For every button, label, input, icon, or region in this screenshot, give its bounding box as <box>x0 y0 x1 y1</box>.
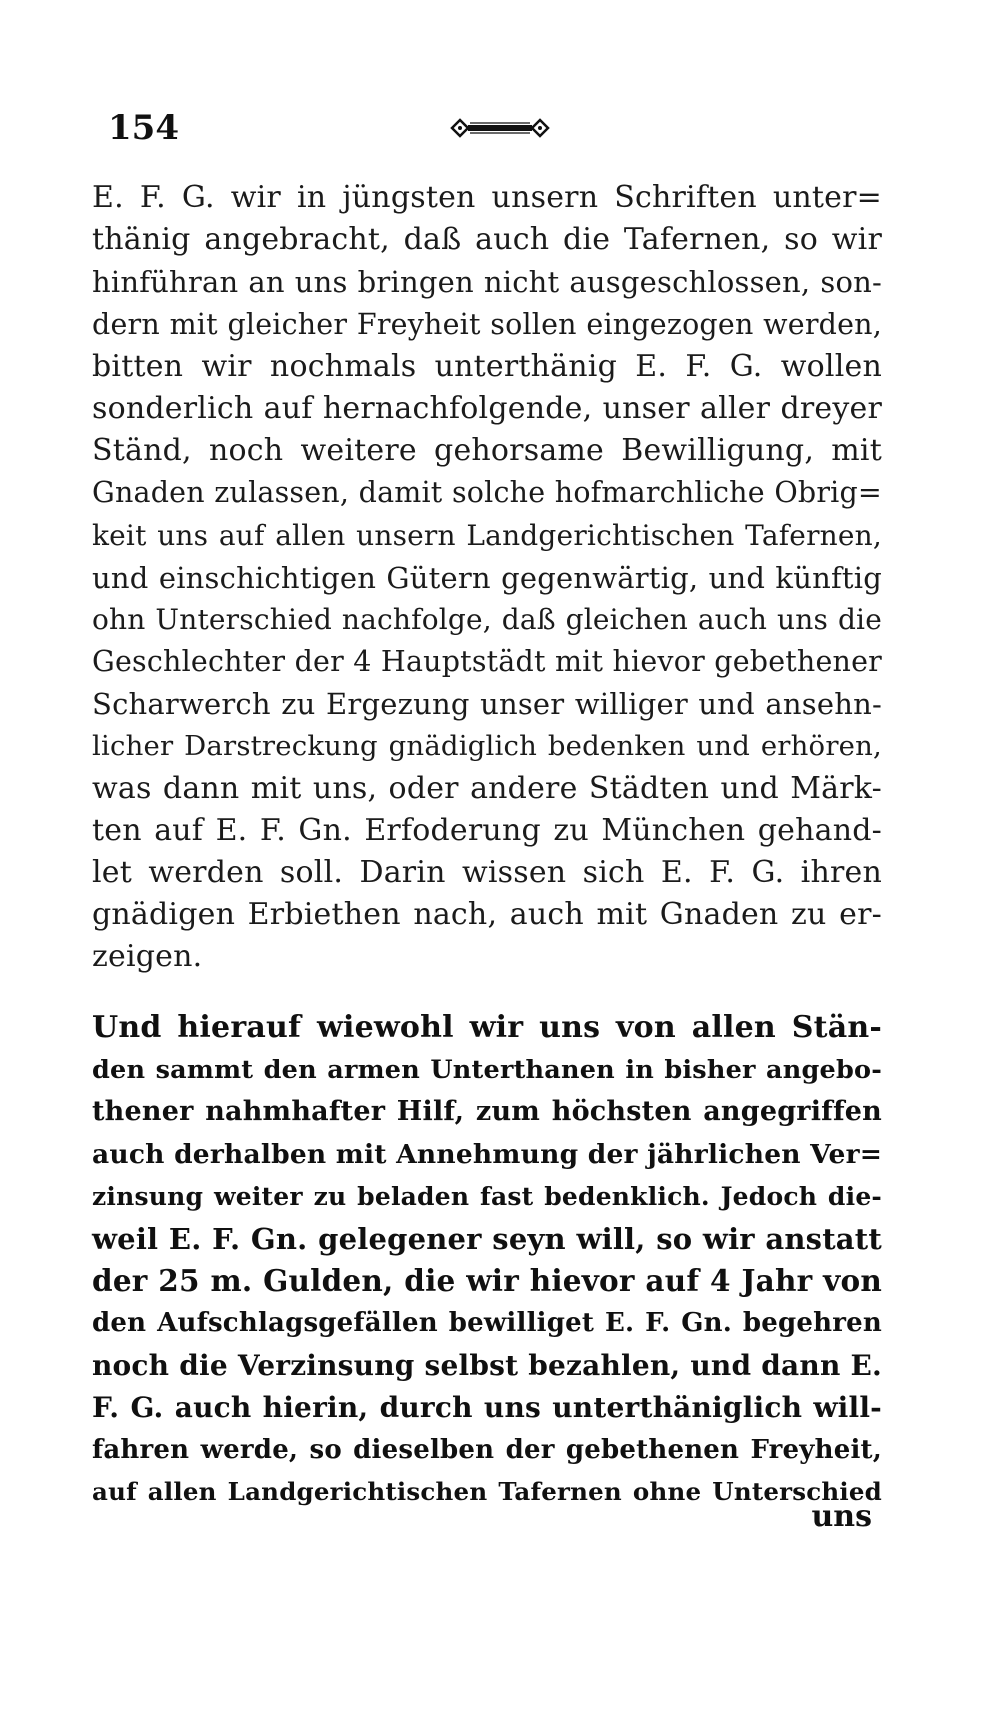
text-line: den sammt den armen Unterthanen in bisher angebo- <box>92 1055 882 1086</box>
text-line: Gnaden zulassen, damit solche hofmarchliche Obrig= <box>92 476 882 510</box>
text-line: dern mit gleicher Freyheit sollen eingezogen werden, <box>92 307 882 341</box>
decorative-rule-ornament-icon <box>450 116 550 140</box>
text-line: fahren werde, so dieselben der gebethenen Freyheit, <box>92 1434 882 1465</box>
text-line: F. G. auch hierin, durch uns unterthäniglich will- <box>92 1390 882 1424</box>
page-number: 154 <box>108 108 179 148</box>
paragraph-1 <box>92 177 882 979</box>
text-line: Und hierauf wiewohl wir uns von allen Stän- <box>92 1010 882 1045</box>
text-line: auf allen Landgerichtischen Tafernen ohne Unterschied <box>92 1477 882 1507</box>
text-line: den Aufschlagsgefällen bewilliget E. F. Gn. begehren <box>92 1308 882 1339</box>
text-line: und einschichtigen Gütern gegenwärtig, und künftig <box>92 560 882 595</box>
text-line: Scharwerch zu Ergezung unser williger und ansehn- <box>92 687 882 722</box>
text-line: ohn Unterschied nachfolge, daß gleichen auch uns die <box>92 602 882 636</box>
text-line: thänig angebracht, daß auch die Tafernen, so wir <box>92 222 882 258</box>
text-line: gnädigen Erbiethen nach, auch mit Gnaden zu er- <box>92 897 882 933</box>
paragraph-2 <box>92 1007 882 1513</box>
text-line: Geschlechter der 4 Hauptstädt mit hievor gebethener <box>92 645 882 679</box>
catchword: uns <box>811 1499 872 1534</box>
text-line: bitten wir nochmals unterthänig E. F. G. wollen <box>92 348 882 384</box>
text-line: sonderlich auf hernachfolgende, unser aller dreyer <box>92 390 882 426</box>
text-line: zeigen. <box>92 939 203 975</box>
text-line: noch die Verzinsung selbst bezahlen, und dann E. <box>92 1348 882 1382</box>
text-line: licher Darstreckung gnädiglich bedenken und erhören, <box>92 730 882 763</box>
text-line: Ständ, noch weitere gehorsame Bewilligung, mit <box>92 433 882 469</box>
text-line: E. F. G. wir in jüngsten unsern Schriften unter= <box>92 180 882 215</box>
text-line: auch derhalben mit Annehmung der jährlichen Ver= <box>92 1138 883 1170</box>
text-line: weil E. F. Gn. gelegener seyn will, so wir anstatt <box>92 1221 882 1256</box>
text-line: was dann mit uns, oder andere Städten und Märk- <box>92 770 882 806</box>
text-line: let werden soll. Darin wissen sich E. F. G. ihren <box>92 855 882 890</box>
text-line: thener nahmhafter Hilf, zum höchsten angegriffen <box>92 1096 882 1128</box>
text-line: hinführan an uns bringen nicht ausgeschlossen, son- <box>92 265 882 300</box>
text-line: ten auf E. F. Gn. Erfoderung zu München gehand- <box>92 812 882 848</box>
text-line: zinsung weiter zu beladen fast bedenklich. Jedoch die- <box>92 1181 882 1211</box>
text-line: der 25 m. Gulden, die wir hievor auf 4 Jahr von <box>92 1263 882 1299</box>
text-line: keit uns auf allen unsern Landgerichtischen Tafernen, <box>92 518 882 552</box>
